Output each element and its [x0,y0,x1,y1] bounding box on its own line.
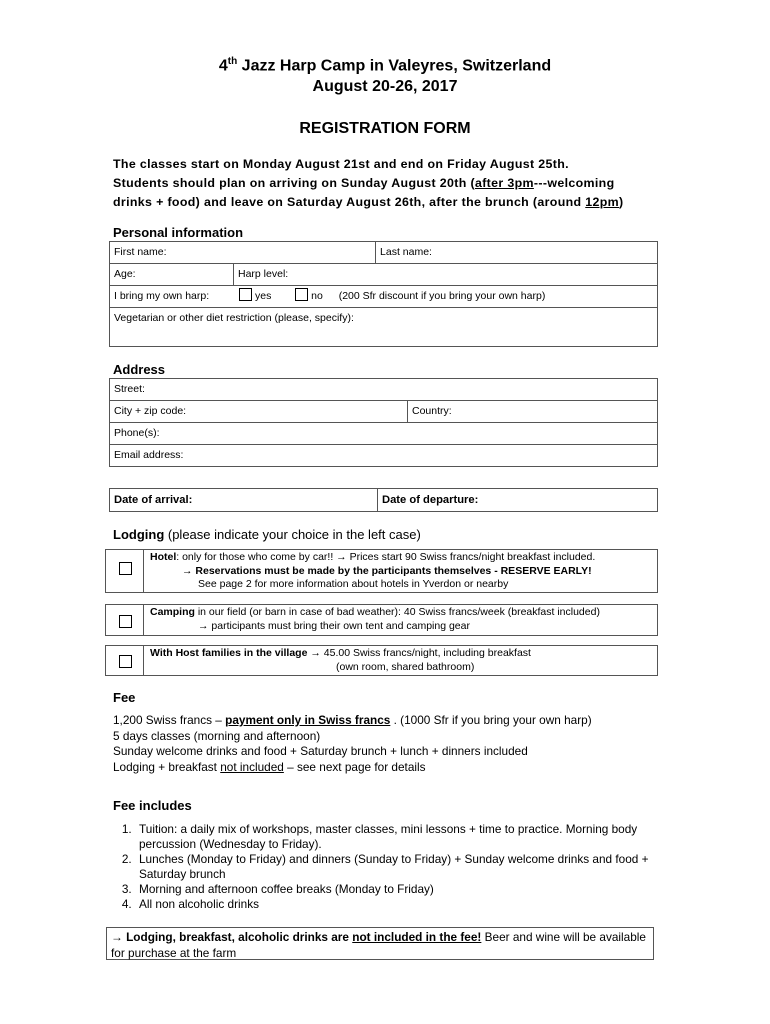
not-included-note: → Lodging, breakfast, alcoholic drinks are not included in the fee! Beer and wine will be available for purchase at the farm [106,927,654,960]
host-family-description: With Host families in the village → 45.00 Swiss francs/night, including breakfast (own room, shared bathroom) [150,647,531,673]
lodging-option-host-family [105,645,658,676]
hotel-checkbox[interactable] [119,562,132,575]
own-harp-label: I bring my own harp: [114,290,210,302]
intro-text: The classes start on Monday August 21st and end on Friday August 25th. Students should plan on arriving on Sunday August 20th (after 3pm---welcoming drinks + food) and leave on Saturday August 26th, after the brunch (around 12pm) [113,157,624,209]
phone-field[interactable]: Phone(s): [110,423,658,445]
email-field[interactable]: Email address: [110,445,658,467]
no-label: no [311,290,323,302]
discount-note: (200 Sfr discount if you bring your own harp) [338,290,546,302]
personal-info-table [109,241,658,347]
fee-heading: Fee [113,690,136,705]
first-name-field[interactable]: First name: [110,242,376,264]
camping-option-cell [106,605,144,635]
fee-details: 1,200 Swiss francs – payment only in Swiss francs . (1000 Sfr if you bring your own harp) 5 days classes (morning and afternoon) Sunday welcome drinks and food + Saturday brunch + lunch + dinners included Lodging + breakfast not included – see next page for details [113,713,592,774]
list-item: 2. Lunches (Monday to Friday) and dinners (Sunday to Friday) + Sunday welcome drinks and food + Saturday brunch [135,852,675,882]
list-item: 1. Tuition: a daily mix of workshops, master classes, mini lessons + time to practice. Morning body percussion (Wednesday to Friday). [135,822,675,852]
host-family-checkbox[interactable] [119,655,132,668]
lodging-option-hotel [105,549,658,593]
address-table [109,378,658,467]
own-harp-yes-checkbox[interactable] [239,288,252,301]
hotel-description: Hotel: only for those who come by car!! → Prices start 90 Swiss francs/night breakfast included. → Reservations must be made by the participants themselves - RESERVE EARLY! See page 2 for more information about hotels in Yverdon or nearby [150,551,596,590]
last-name-field[interactable]: Last name: [376,242,658,264]
fee-includes-list [113,822,675,912]
diet-restriction-field[interactable]: Vegetarian or other diet restriction (please, specify): [110,308,658,347]
personal-info-heading: Personal information [113,225,244,240]
hotel-option-cell [106,550,144,592]
lodging-option-camping [105,604,658,636]
list-item: 3. Morning and afternoon coffee breaks (Monday to Friday) [135,882,675,897]
address-heading: Address [113,362,166,377]
yes-label: yes [254,290,272,302]
country-field[interactable]: Country: [408,401,658,423]
date-of-departure-field[interactable]: Date of departure: [378,489,658,512]
age-field[interactable]: Age: [110,264,234,286]
host-family-option-cell [106,646,144,675]
dates-table [109,488,658,512]
harp-level-field[interactable]: Harp level: [234,264,658,286]
camp-title: 4th Jazz Harp Camp in Valeyres, Switzerland [218,56,552,75]
date-of-arrival-field[interactable]: Date of arrival: [110,489,378,512]
street-field[interactable]: Street: [110,379,658,401]
list-item: 4. All non alcoholic drinks [135,897,675,912]
camping-checkbox[interactable] [119,615,132,628]
fee-includes-heading: Fee includes [113,798,192,813]
camping-description: Camping in our field (or barn in case of bad weather): 40 Swiss francs/week (breakfast included) → participants must bring their own tent and camping gear [150,606,600,632]
form-title: REGISTRATION FORM [299,120,471,137]
own-harp-no-checkbox[interactable] [295,288,308,301]
lodging-heading: Lodging (please indicate your choice in the left case) [113,527,421,542]
camp-dates: August 20-26, 2017 [312,78,458,95]
city-zip-field[interactable]: City + zip code: [110,401,408,423]
own-harp-row [110,286,658,308]
